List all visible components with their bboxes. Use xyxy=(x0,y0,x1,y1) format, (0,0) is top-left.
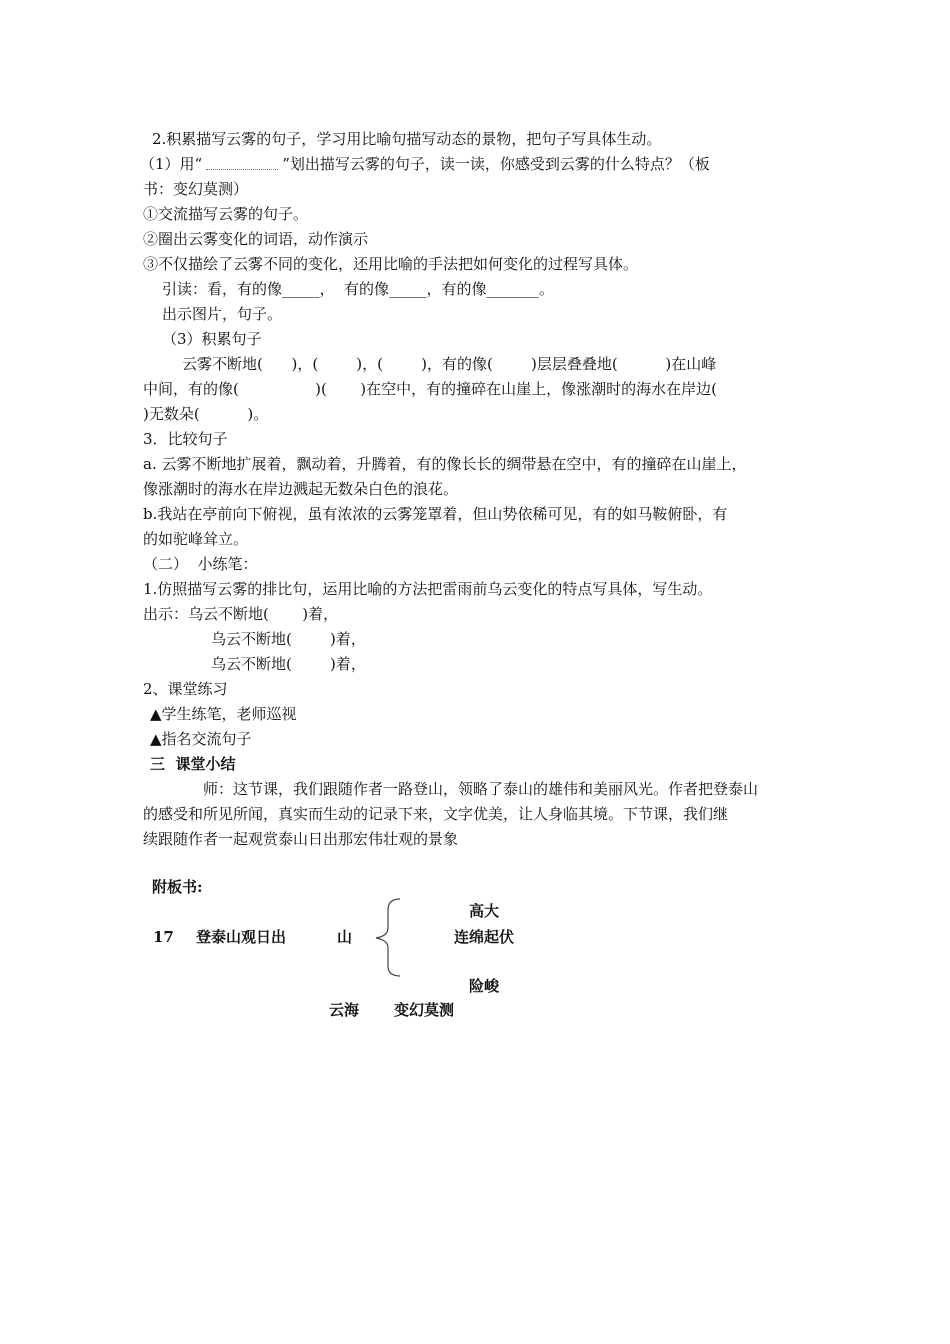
line-6: ③不仅描绘了云雾不同的变化，还用比喻的手法把如何变化的过程写具体。 xyxy=(143,255,639,273)
line-23: 2、课堂练习 xyxy=(143,680,228,698)
board-title: 登泰山观日出 xyxy=(196,928,287,946)
line-27: 师：这节课，我们跟随作者一路登山，领略了泰山的雄伟和美丽风光。作者把登泰山 xyxy=(203,780,759,798)
line-20: 出示：乌云不断地( )着， xyxy=(143,605,339,623)
board-mountain: 山 xyxy=(337,928,353,946)
line-19: 1.仿照描写云雾的排比句，运用比喻的方法把雷雨前乌云变化的特点写具体，写生动。 xyxy=(143,580,713,598)
line-17: 的如驼峰耸立。 xyxy=(143,530,249,548)
board-item-2: 连绵起伏 xyxy=(454,928,515,946)
line-2-post: ”划出描写云雾的句子，读一读，你感受到云雾的什么特点？（板 xyxy=(282,155,710,173)
line-22: 乌云不断地( )着， xyxy=(211,655,366,673)
wavy-underline-sample xyxy=(206,161,278,170)
curly-brace-icon xyxy=(370,896,406,980)
board-number: 17 xyxy=(153,928,174,946)
line-14: a. 云雾不断地扩展着，飘动着，升腾着，有的像长长的绸带悬在空中，有的撞碎在山崖上， xyxy=(143,455,747,473)
board-cloud: 云海 xyxy=(329,1001,360,1019)
line-28: 的感受和所见所闻，真实而生动的记录下来，文字优美，让人身临其境。下节课，我们继 xyxy=(143,805,729,823)
board-cloud-feature: 变幻莫测 xyxy=(394,1001,455,1019)
line-24: ▲学生练笔，老师巡视 xyxy=(150,705,297,723)
line-15: 像涨潮时的海水在岸边溅起无数朵白色的浪花。 xyxy=(143,480,459,498)
line-25: ▲指名交流句子 xyxy=(150,730,252,748)
line-5: ②圈出云雾变化的词语，动作演示 xyxy=(143,230,369,248)
line-2 xyxy=(140,154,710,174)
line-2-pre: （1）用“ xyxy=(140,155,203,173)
line-1: 2.积累描写云雾的句子，学习用比喻句描写动态的景物，把句子写具体生动。 xyxy=(152,130,662,148)
line-13: 3．比较句子 xyxy=(143,430,228,448)
line-21: 乌云不断地( )着， xyxy=(211,630,366,648)
board-heading: 附板书: xyxy=(152,878,203,896)
line-8: 出示图片，句子。 xyxy=(162,305,283,323)
line-3: 书：变幻莫测） xyxy=(143,180,249,198)
line-4: ①交流描写云雾的句子。 xyxy=(143,205,309,223)
board-item-1: 高大 xyxy=(469,902,500,920)
section-heading-summary: 三 课堂小结 xyxy=(150,755,236,773)
line-29: 续跟随作者一起观赏泰山日出那宏伟壮观的景象 xyxy=(143,830,459,848)
line-16: b.我站在亭前向下俯视，虽有浓浓的云雾笼罩着，但山势依稀可见，有的如马鞍俯卧，有 xyxy=(143,505,728,523)
line-9: （3）积累句子 xyxy=(162,330,262,348)
line-7: 引读：看，有的像_____， 有的像_____，有的像_______。 xyxy=(162,280,555,298)
line-18: （二） 小练笔： xyxy=(143,555,258,573)
board-item-3: 险峻 xyxy=(469,977,500,995)
line-11: 中间，有的像( )( )在空中，有的撞碎在山崖上，像涨潮时的海水在岸边( xyxy=(143,380,717,398)
line-12: )无数朵( )。 xyxy=(143,405,269,423)
line-10: 云雾不断地( )，( )，( )，有的像( )层层叠叠地( )在山峰 xyxy=(182,355,717,373)
